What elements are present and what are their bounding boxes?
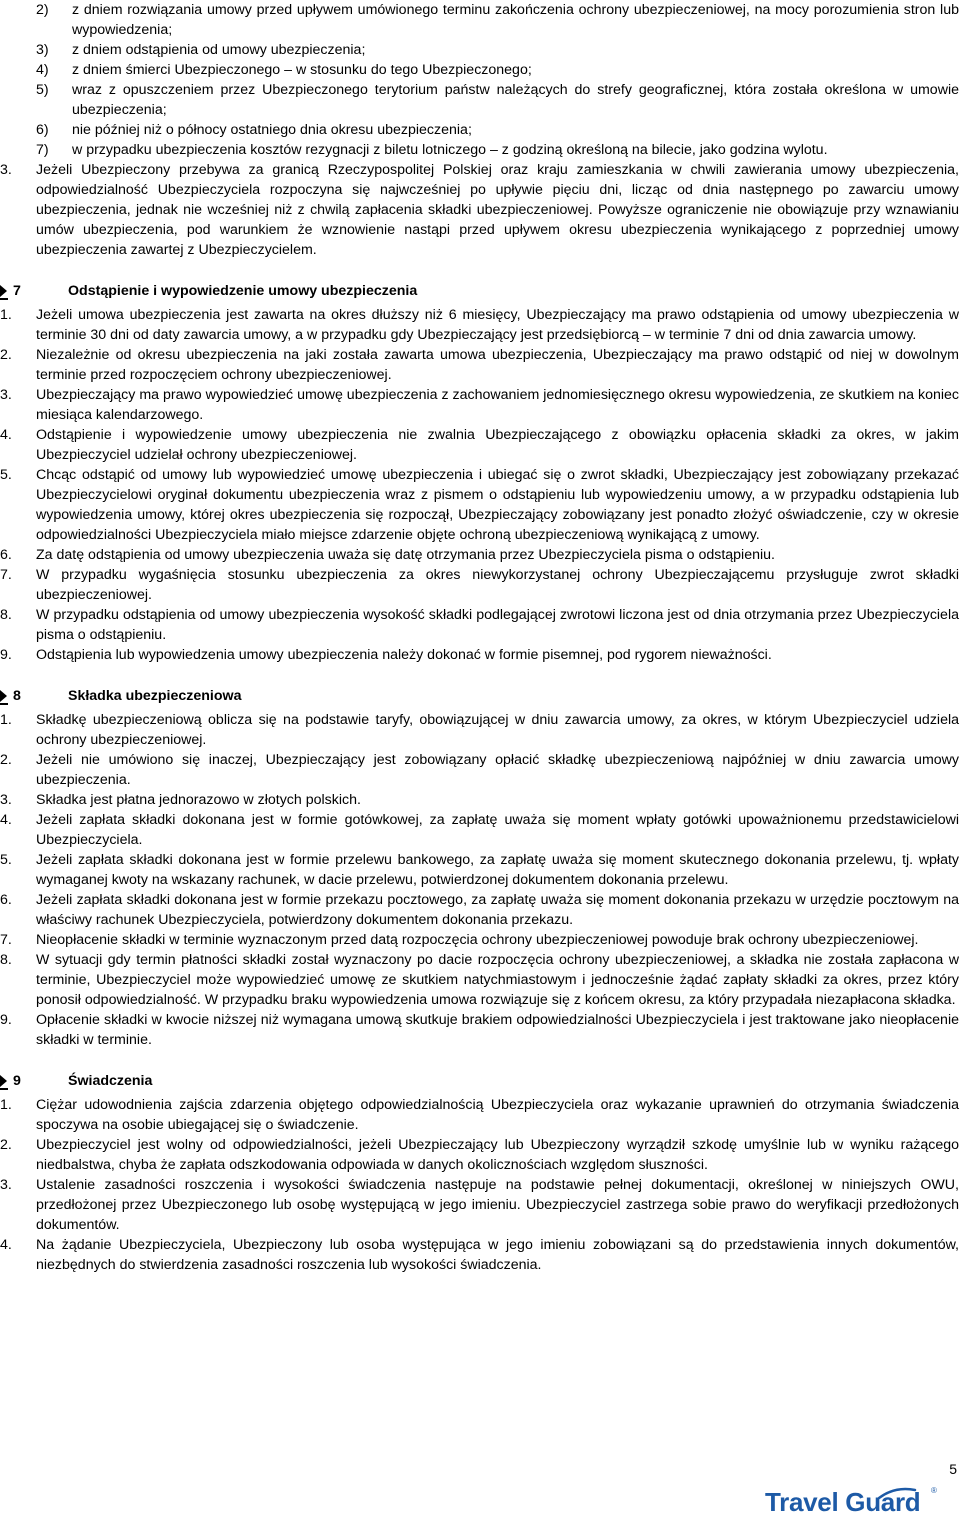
item-number: 1.: [0, 712, 12, 728]
item-text: Jeżeli Ubezpieczony przebywa za granicą Rzeczypospolitej Polskiej oraz kraju zamieszkania w chwili zawierania umowy ubezpieczenia, odpowiedzialność Ubezpieczyciela rozpoczyna się najwcześniej po upływie pięciu dni, licząc od dnia następnego po zawarciu umowy ubezpieczenia, jednak nie wcześniej niż z chwilą zapłacenia składki ubezpieczeniowej. Powyższe ograniczenie nie obowiązuje przy wznawianiu umów ubezpieczenia, pod warunkiem że wznowienie nastąpi przed upływem okresu ubezpieczenia wynikającego z poprzedniej umowy ubezpieczenia zawartej z Ubezpieczycielem.: [36, 162, 959, 258]
section-marker-icon: [0, 690, 8, 702]
list-item: [0, 565, 960, 605]
item-number: 8.: [0, 607, 12, 623]
list-item: [36, 0, 960, 40]
item-text: Chcąc odstąpić od umowy lub wypowiedzieć umowę ubezpieczenia i ubiegać się o zwrot składki, Ubezpieczający jest zobowiązany przekazać Ubezpieczycielowi oryginał dokumentu ubezpieczenia wraz z pismem o odstąpieniu lub wypowiedzeniu umowy, a w przypadku odstąpienia lub wypowiedzenia umowy, której okres ubezpieczenia się rozpoczął, Ubezpieczający zobowiązany jest ponadto złożyć oświadczenie, czy w okresie odpowiedzialności Ubezpieczyciela miało miejsce zdarzenie objęte ochroną ubezpieczeniową wynikającą z umowy.: [36, 467, 959, 543]
list-item: [0, 605, 960, 645]
item-number: 2.: [0, 1137, 12, 1153]
item-text: Na żądanie Ubezpieczyciela, Ubezpieczony lub osoba występująca w jego imieniu zobowiązani są do przedstawienia innych dokumentów, niezbędnych do stwierdzenia zasadności roszczenia lub wysokości świadczenia.: [36, 1237, 959, 1273]
item-text: Za datę odstąpienia od umowy ubezpieczenia uważa się datę otrzymania przez Ubezpieczyciela pisma o odstąpieniu.: [36, 547, 775, 563]
list-item: [0, 1175, 960, 1235]
item-number: 7.: [0, 567, 12, 583]
item-number: 5.: [0, 852, 12, 868]
list-item: [0, 950, 960, 1010]
section-list: [0, 710, 960, 1050]
item-text: z dniem rozwiązania umowy przed upływem umówionego terminu zakończenia ochrony ubezpieczeniowej, na mocy porozumienia stron lub wypowiedzenia;: [72, 2, 959, 38]
list-item: [36, 40, 960, 60]
item-number: 6): [36, 122, 49, 138]
item-number: 3.: [0, 792, 12, 808]
travel-guard-logo: [765, 1486, 940, 1520]
list-item: [0, 345, 960, 385]
registered-mark: ®: [931, 1486, 937, 1495]
item-number: 1.: [0, 307, 12, 323]
item-text: Ubezpieczyciel jest wolny od odpowiedzialności, jeżeli Ubezpieczający lub Ubezpieczony wyrządził szkodę umyślnie lub w wyniku rażącego niedbalstwa, chyba że zapłata odszkodowania odpowiada w danych okolicznościach względom słuszności.: [36, 1137, 959, 1173]
list-item: [0, 850, 960, 890]
section-title: Świadczenia: [68, 1073, 153, 1089]
item-number: 6.: [0, 892, 12, 908]
section-heading: [0, 686, 960, 706]
item-text: Odstąpienia lub wypowiedzenia umowy ubezpieczenia należy dokonać w formie pisemnej, pod rygorem nieważności.: [36, 647, 772, 663]
item-number: 3.: [0, 162, 12, 178]
item-text: Jeżeli zapłata składki dokonana jest w formie gotówkowej, za zapłatę uważa się moment wpłaty gotówki upoważnionemu przedstawicielowi Ubezpieczyciela.: [36, 812, 959, 848]
list-item: [0, 1235, 960, 1275]
item-number: 6.: [0, 547, 12, 563]
item-text: Jeżeli zapłata składki dokonana jest w formie przekazu pocztowego, za zapłatę uważa się moment dokonania przekazu w urzędzie pocztowym na właściwy rachunek Ubezpieczyciela, potwierdzony dokumentem dokonania przekazu.: [36, 892, 959, 928]
item-number: 5): [36, 82, 49, 98]
item-number: 3): [36, 42, 49, 58]
page-number: 5: [949, 1461, 957, 1477]
item-text: Opłacenie składki w kwocie niższej niż wymagana umową skutkuje brakiem odpowiedzialności Ubezpieczyciela i jest traktowane jako nieopłacenie składki w terminie.: [36, 1012, 959, 1048]
list-item: [0, 1010, 960, 1050]
item-text: Jeżeli umowa ubezpieczenia jest zawarta na okres dłuższy niż 6 miesięcy, Ubezpieczający ma prawo odstąpienia od umowy ubezpieczenia w terminie 30 dni od daty zawarcia umowy, a w przypadku gdy Ubezpieczający jest przedsiębiorcą – w terminie 7 dni od dnia zawarcia umowy.: [36, 307, 959, 343]
list-item: [0, 645, 960, 665]
item-text: Ustalenie zasadności roszczenia i wysokości świadczenia następuje na podstawie pełnej dokumentacji, określonej w niniejszych OWU, przedłożonej przez Ubezpieczonego lub osobę występującą w jego imieniu. Ubezpieczyciel zastrzega sobie prawo do weryfikacji przedłożonych dokumentów.: [36, 1177, 959, 1233]
list-item: [36, 80, 960, 120]
item-number: 3.: [0, 1177, 12, 1193]
logo-text: Travel Guard: [765, 1487, 921, 1517]
item-number: 5.: [0, 467, 12, 483]
section-list: [0, 1095, 960, 1275]
item-text: w przypadku ubezpieczenia kosztów rezygnacji z biletu lotniczego – z godziną określoną na bilecie, jako godzina wylotu.: [72, 142, 828, 158]
list-item: [0, 810, 960, 850]
item-text: Jeżeli nie umówiono się inaczej, Ubezpieczający jest zobowiązany opłacić składkę ubezpieczeniową najpóźniej w dniu zawarcia umowy ubezpieczenia.: [36, 752, 959, 788]
item-text: nie później niż o północy ostatniego dnia okresu ubezpieczenia;: [72, 122, 472, 138]
list-item: [0, 425, 960, 465]
item-text: z dniem odstąpienia od umowy ubezpieczenia;: [72, 42, 366, 58]
list-item: [36, 140, 960, 160]
list-item: [0, 790, 960, 810]
item-text: Jeżeli zapłata składki dokonana jest w formie przelewu bankowego, za zapłatę uważa się moment skutecznego dokonania przelewu, tj. wpłaty wymaganej kwoty na wskazany rachunek, w dacie przelewu, potwierdzonej dokumentem dokonania przelewu.: [36, 852, 959, 888]
sections: [0, 281, 960, 1275]
list-item: [0, 710, 960, 750]
list-item: [0, 750, 960, 790]
item-number: 1.: [0, 1097, 12, 1113]
list-item: [0, 1095, 960, 1135]
intro-sublist: [0, 0, 960, 160]
list-item: [0, 890, 960, 930]
section-number: 8: [13, 688, 21, 704]
section-title: Odstąpienie i wypowiedzenie umowy ubezpieczenia: [68, 283, 418, 299]
section-number: 7: [13, 283, 21, 299]
item-text: W przypadku wygaśnięcia stosunku ubezpieczenia za okres niewykorzystanej ochrony Ubezpieczającemu przysługuje zwrot składki ubezpieczeniowej.: [36, 567, 959, 603]
item-number: 9.: [0, 1012, 12, 1028]
item-text: W sytuacji gdy termin płatności składki został wyznaczony po dacie rozpoczęcia ochrony ubezpieczeniowej, a składka nie została zapłacona w terminie, Ubezpieczyciel może wypowiedzieć umowę ze skutkiem natychmiastowym i jednocześnie żądać zapłaty składki za okres, przez który ponosił odpowiedzialność. W przypadku braku wypowiedzenia umowa rozwiązuje się z końcem okresu, za który przypadała niezapłacona składka.: [36, 952, 959, 1008]
item-text: Ciężar udowodnienia zajścia zdarzenia objętego odpowiedzialnością Ubezpieczyciela oraz wykazanie uprawnień do otrzymania świadczenia spoczywa na osobie ubiegającej się o świadczenie.: [36, 1097, 959, 1133]
section-marker-icon: [0, 1075, 8, 1087]
item-number: 7): [36, 142, 49, 158]
item-text: W przypadku odstąpienia od umowy ubezpieczenia wysokość składki podlegającej zwrotowi liczona jest od dnia otrzymania przez Ubezpieczyciela pisma o odstąpieniu.: [36, 607, 959, 643]
list-item: [0, 465, 960, 545]
logo-swoosh-icon: [877, 1486, 917, 1502]
section-number: 9: [13, 1073, 21, 1089]
swoosh-path: [879, 1489, 915, 1498]
item-number: 2.: [0, 347, 12, 363]
list-item: [36, 60, 960, 80]
section-list: [0, 305, 960, 665]
item-number: 2.: [0, 752, 12, 768]
item-text: Ubezpieczający ma prawo wypowiedzieć umowę ubezpieczenia z zachowaniem jednomiesięcznego okresu wypowiedzenia, ze skutkiem na koniec miesiąca kalendarzowego.: [36, 387, 959, 423]
item-number: 3.: [0, 387, 12, 403]
list-item: [0, 930, 960, 950]
list-item: [0, 305, 960, 345]
item-number: 8.: [0, 952, 12, 968]
item-text: Niezależnie od okresu ubezpieczenia na jaki została zawarta umowa ubezpieczenia, Ubezpieczający ma prawo odstąpić od niej w dowolnym terminie przed rozpoczęciem ochrony ubezpieczeniowej.: [36, 347, 959, 383]
item-number: 7.: [0, 932, 12, 948]
section-heading: [0, 1071, 960, 1091]
item-number: 2): [36, 2, 49, 18]
list-item: [0, 545, 960, 565]
list-item: [0, 385, 960, 425]
section-title: Składka ubezpieczeniowa: [68, 688, 242, 704]
item-number: 9.: [0, 647, 12, 663]
list-item: [0, 160, 960, 260]
item-text: Odstąpienie i wypowiedzenie umowy ubezpieczenia nie zwalnia Ubezpieczającego z obowiązku opłacenia składki za okres, w jakim Ubezpieczyciel udzielał ochrony ubezpieczeniowej.: [36, 427, 959, 463]
list-item: [36, 120, 960, 140]
section-heading: [0, 281, 960, 301]
item-text: z dniem śmierci Ubezpieczonego – w stosunku do tego Ubezpieczonego;: [72, 62, 532, 78]
item-text: Składka jest płatna jednorazowo w złotych polskich.: [36, 792, 361, 808]
item-number: 4.: [0, 812, 12, 828]
section-marker-icon: [0, 285, 8, 297]
item-text: Nieopłacenie składki w terminie wyznaczonym przed datą rozpoczęcia ochrony ubezpieczeniowej powoduje brak ochrony ubezpieczeniowej.: [36, 932, 919, 948]
item-number: 4.: [0, 1237, 12, 1253]
item-text: wraz z opuszczeniem przez Ubezpieczonego terytorium państw należących do strefy geograficznej, która została określona w umowie ubezpieczenia;: [72, 82, 959, 118]
list-item: [0, 1135, 960, 1175]
item-number: 4): [36, 62, 49, 78]
item-number: 4.: [0, 427, 12, 443]
item-text: Składkę ubezpieczeniową oblicza się na podstawie taryfy, obowiązującej w dniu zawarcia umowy, za okres, w którym Ubezpieczyciel udziela ochrony ubezpieczeniowej.: [36, 712, 959, 748]
